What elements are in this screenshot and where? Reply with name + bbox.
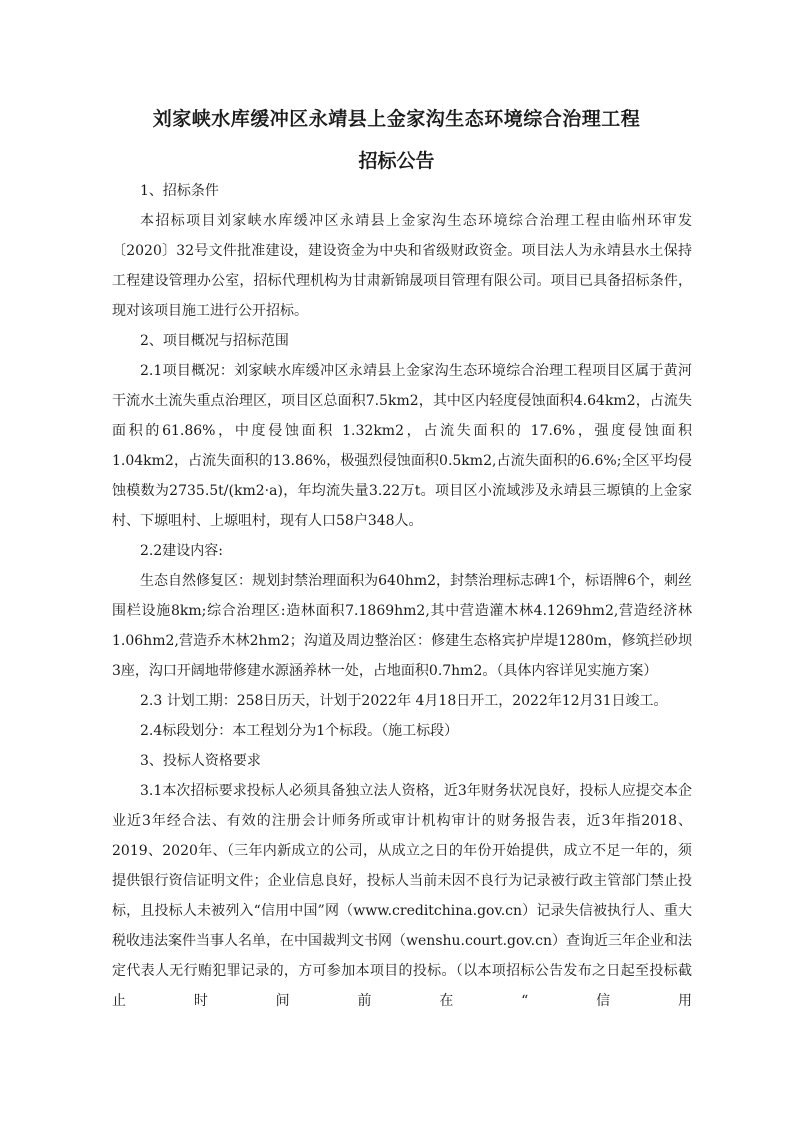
paragraph-tender-conditions: 本招标项目刘家峡水库缓冲区永靖县上金家沟生态环境综合治理工程由临州环审发〔2020〕32号文件批准建设，建设资金为中央和省级财政资金。项目法人为永靖县水土保持工程建设管理办公室，招标代理机构为甘肃新锦晟项目管理有限公司。项目已具备招标条件，现对该项目施工进行公开招标。 xyxy=(112,213,692,319)
section-heading-3: 3、投标人资格要求 xyxy=(140,753,261,769)
document-body xyxy=(112,176,692,1016)
paragraph-schedule: 2.3 计划工期：258日历天，计划于2022年 4月18日开工，2022年12月31日竣工。 xyxy=(140,693,668,709)
paragraph-construction-content: 生态自然修复区：规划封禁治理面积为640hm2，封禁治理标志碑1个，标语牌6个，刺丝围栏设施8km;综合治理区:造林面积7.1869hm2,其中营造灌木林4.1269hm2,营造经济林1.06hm2,营造乔木林2hm2；沟道及周边整治区：修建生态格宾护岸堤1280m，修筑拦砂坝3座，沟口开阔地带修建水源涵养林一处，占地面积0.7hm2。（具体内容详见实施方案） xyxy=(112,573,692,679)
document-subtitle: 招标公告 xyxy=(358,150,435,172)
document-title: 刘家峡水库缓冲区永靖县上金家沟生态环境综合治理工程 xyxy=(152,108,641,130)
paragraph-bidder-qualification: 3.1本次招标要求投标人必须具备独立法人资格，近3年财务状况良好，投标人应提交本企业近3年经合法、有效的注册会计师务所或审计机构审计的财务报告表，近3年指2018、2019、2020年、（三年内新成立的公司，从成立之日的年份开始提供，成立不足一年的，须提供银行资信证明文件；企业信息良好，投标人当前未因不良行为记录被行政主管部门禁止投标，且投标人未被列入“信用中国”网（www.creditchina.gov.cn）记录失信被执行人、重大税收违法案件当事人名单，在中国裁判文书网（wenshu.court.gov.cn）查询近三年企业和法定代表人无行贿犯罪记录的，方可参加本项目的投标。（以本项招标公告发布之日起至投标截止时间前在“信用 xyxy=(112,783,692,1009)
paragraph-lot-division: 2.4标段划分：本工程划分为1个标段。（施工标段） xyxy=(140,723,459,739)
section-heading-1: 1、招标条件 xyxy=(140,183,219,199)
section-heading-2: 2、项目概况与招标范围 xyxy=(140,333,289,349)
paragraph-project-overview: 2.1项目概况：刘家峡水库缓冲区永靖县上金家沟生态环境综合治理工程项目区属于黄河干流水土流失重点治理区，项目区总面积7.5km2，其中区内轻度侵蚀面积4.64km2，占流失面积的61.86%，中度侵蚀面积 1.32km2，占流失面积的 17.6%，强度侵蚀面积1.04km2，占流失面积的13.86%，极强烈侵蚀面积0.5km2,占流失面积的6.6%;全区平均侵蚀模数为2735.5t/(km2·a)，年均流失量3.22万t。项目区小流域涉及永靖县三塬镇的上金家村、下塬咀村、上塬咀村，现有人口58户348人。 xyxy=(112,363,692,529)
subsection-heading-2-2: 2.2建设内容: xyxy=(140,543,223,559)
